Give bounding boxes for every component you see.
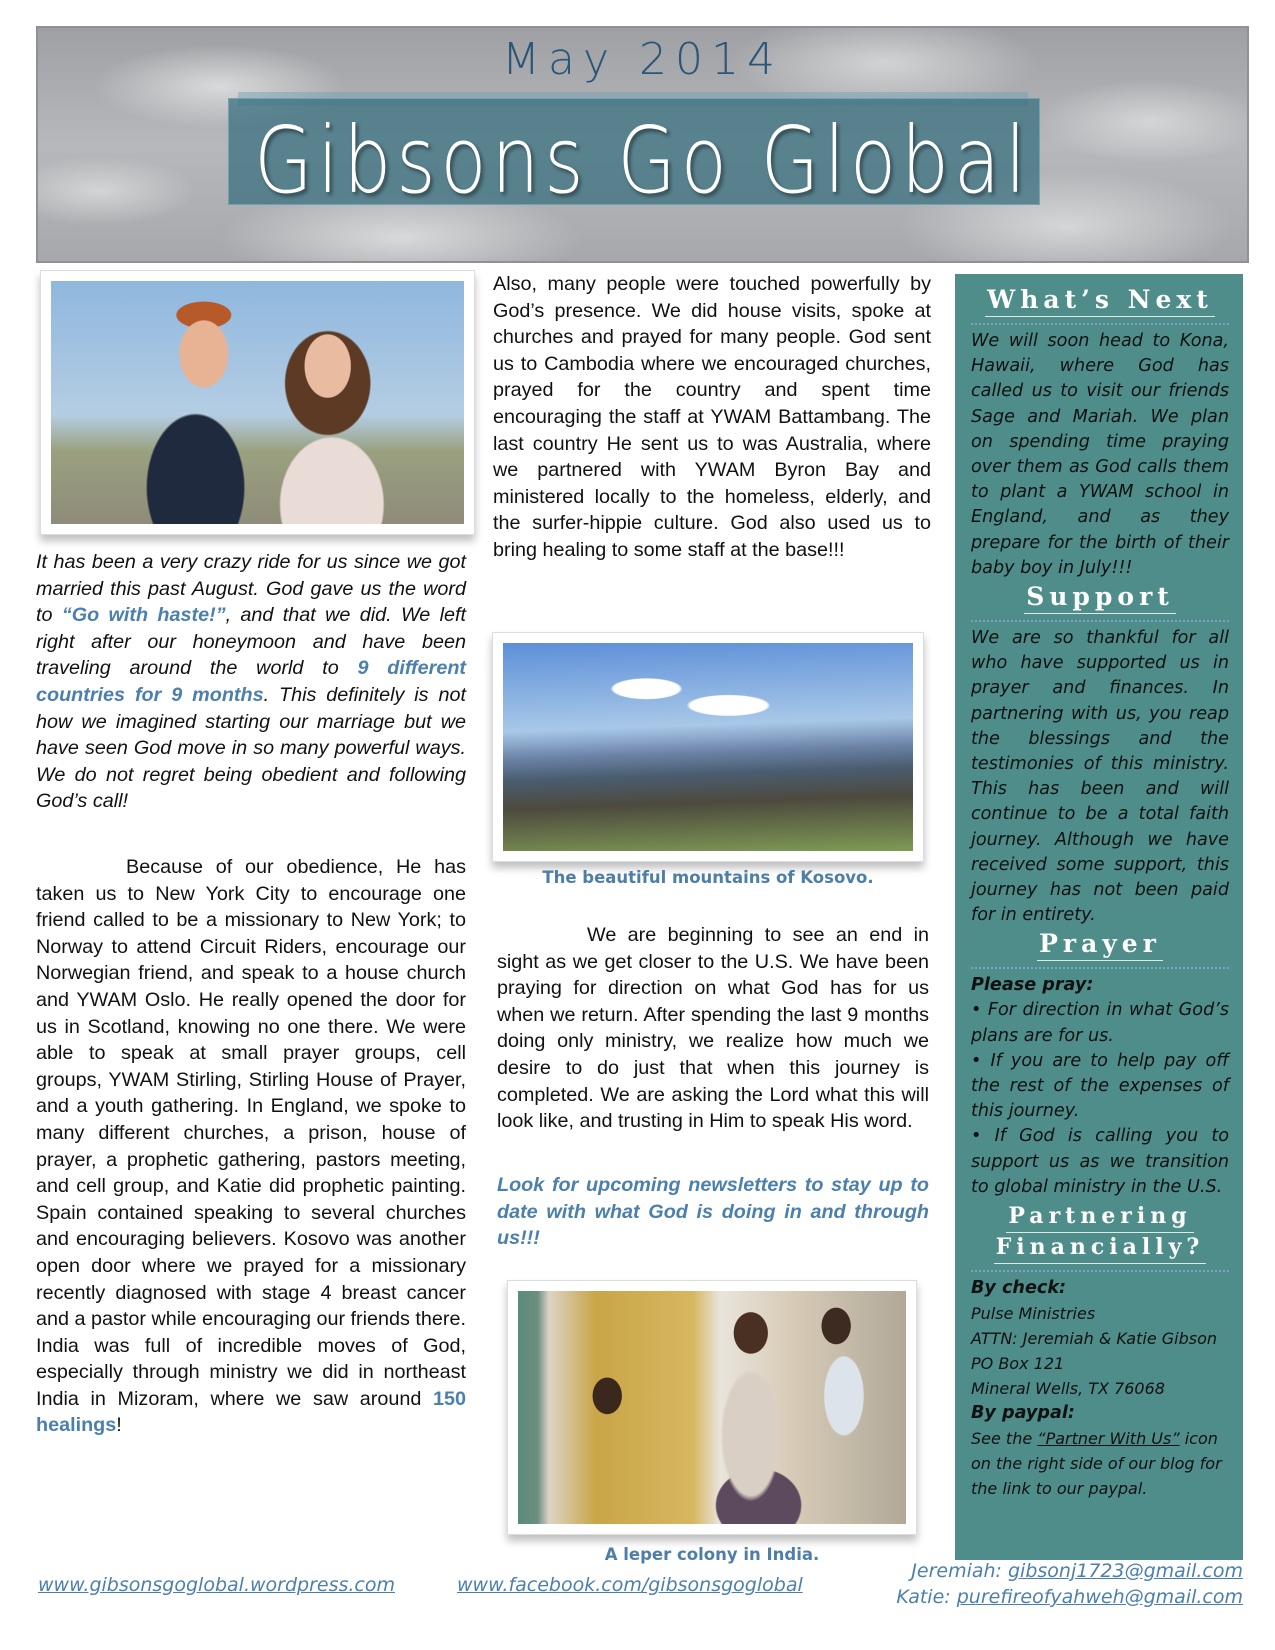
address-line: Pulse Ministries <box>971 1304 1096 1324</box>
paypal-instructions: See the “Partner With Us” icon on the right side of our blog for the link to our paypal. <box>971 1429 1222 1499</box>
partnering-heading: Partnering Financially? <box>971 1202 1229 1264</box>
jeremiah-label: Jeremiah: <box>911 1560 1008 1582</box>
section-divider <box>971 1270 1229 1272</box>
by-check-label: By check: <box>971 1278 1067 1299</box>
kosovo-caption: The beautiful mountains of Kosovo. <box>542 868 874 887</box>
by-paypal-label: By paypal: <box>971 1403 1075 1424</box>
travel-story-text: Because of our obedience, He has taken us to New York City to encourage one friend called to be a missionary to New York; to Norway to attend Circuit Riders, encourage our Norwegian friend, and speak to a house church and YWAM Oslo. He really opened the door for us in Scotland, knowing no one there. We were able to speak at small prayer groups, cell groups, YWAM Stirling, Stirling House of Prayer, and a youth gathering. In England, we spoke to many different churches, a prison, house of prayer, a prophetic gathering, pastors meeting, and cell group, and Katie did prophetic painting. Spain contained speaking to several churches and encouraging believers. Kosovo was another open door where we prayed for a missionary recently diagnosed with stage 4 breast cancer and a pastor while encouraging our friends there. India was full of incredible moves of God, especially through ministry we did in northeast India in Mizoram, where we saw around <box>36 856 466 1410</box>
whats-next-heading: What’s Next <box>971 286 1229 317</box>
healings-highlight: 150 healings <box>36 1387 466 1437</box>
couple-photo-image <box>51 281 464 524</box>
couple-photo <box>40 270 475 535</box>
prayer-label: Please pray: <box>971 975 1094 996</box>
intro-text-2: , and that we did. We left right after our honeymoon and have been traveling around the world to <box>36 604 466 680</box>
returning-paragraph <box>497 922 929 1135</box>
newsletter-cta: Look for upcoming newsletters to stay up to date with what God is doing in and through us!!! <box>497 1174 929 1250</box>
intro-highlight-go-with-haste: “Go with haste!” <box>61 604 226 627</box>
address-line: PO Box 121 <box>971 1354 1065 1374</box>
katie-contact <box>896 1586 1243 1608</box>
ministry-text: Also, many people were touched powerfully by God’s presence. We did house visits, spoke at churches and prayed for many people. God sent us to Cambodia where we encouraged churches, prayed for the country and spent time encouraging the staff at YWAM Battambang. The last country He sent us to was Australia, where we partnered with YWAM Byron Bay and ministered locally to the homeless, elderly, and the surfer-hippie culture. God also used us to bring healing to some staff at the base!!! <box>493 273 931 561</box>
section-divider <box>971 620 1229 622</box>
prayer-heading: Prayer <box>971 930 1229 961</box>
leper-colony-photo <box>507 1280 917 1535</box>
blog-link[interactable]: www.gibsonsgoglobal.wordpress.com <box>38 1574 395 1596</box>
prayer-item: • For direction in what God’s plans are for us. <box>971 1000 1229 1046</box>
support-text: We are so thankful for all who have supported us in prayer and finances. In partnering with us, you reap the blessings and the testimonies of this ministry. This has been and will continue to be a total faith journey. Although we have received some support, this journey has not been paid for in entirety. <box>971 628 1229 926</box>
returning-text: We are beginning to see an end in sight as we get closer to the U.S. We have been praying for direction on what God has for us when we return. After spending the last 9 months doing only ministry, we realize how much we desire to do just that when this journey is completed. We are asking the Lord what this will look like, and trusting in Him to speak His word. <box>497 924 929 1133</box>
kosovo-photo <box>492 632 924 862</box>
katie-label: Katie: <box>896 1586 957 1608</box>
section-divider <box>971 323 1229 325</box>
intro-paragraph <box>36 549 466 815</box>
partner-with-us-link[interactable]: “Partner With Us” <box>1037 1429 1180 1449</box>
leper-colony-caption: A leper colony in India. <box>604 1545 820 1564</box>
intro-highlight-countries: 9 different countries for 9 months <box>36 657 467 706</box>
support-heading: Support <box>971 583 1229 614</box>
masthead-banner <box>36 26 1249 263</box>
ministry-paragraph <box>493 271 931 564</box>
facebook-link[interactable]: www.facebook.com/gibsonsgoglobal <box>457 1574 803 1596</box>
travel-story-end: ! <box>116 1414 122 1437</box>
prayer-item: • If you are to help pay off the rest of the expenses of this journey. <box>971 1050 1229 1122</box>
leper-colony-photo-image <box>518 1291 906 1524</box>
whats-next-text: We will soon head to Kona, Hawaii, where God has called us to visit our friends Sage and Mariah. We plan on spending time praying over them as God calls them to plant a YWAM school in England, and as they prepare for the birth of their baby boy in July!!! <box>971 331 1229 578</box>
kosovo-photo-image <box>503 643 913 851</box>
prayer-item: • If God is calling you to support us as we transition to global ministry in the U.S. <box>971 1126 1229 1197</box>
jeremiah-contact <box>911 1560 1243 1582</box>
sidebar-panel <box>955 274 1243 1560</box>
section-divider <box>971 967 1229 969</box>
travel-story-paragraph <box>36 854 466 1439</box>
intro-text-3: . This definitely is not how we imagined starting our marriage but we have seen God move in so many powerful ways. We do not regret being obedient and following God’s call! <box>36 683 466 813</box>
address-line: Mineral Wells, TX 76068 <box>971 1379 1165 1399</box>
address-line: ATTN: Jeremiah & Katie Gibson <box>971 1329 1218 1349</box>
katie-email-link[interactable]: purefireofyahweh@gmail.com <box>956 1586 1243 1608</box>
jeremiah-email-link[interactable]: gibsonj1723@gmail.com <box>1008 1560 1243 1582</box>
intro-text-1: It has been a very crazy ride for us since we got married this past August. God gave us the word to <box>36 551 466 627</box>
newsletter-title: Gibsons Go Global <box>254 107 1031 214</box>
issue-date: May 2014 <box>502 34 783 85</box>
